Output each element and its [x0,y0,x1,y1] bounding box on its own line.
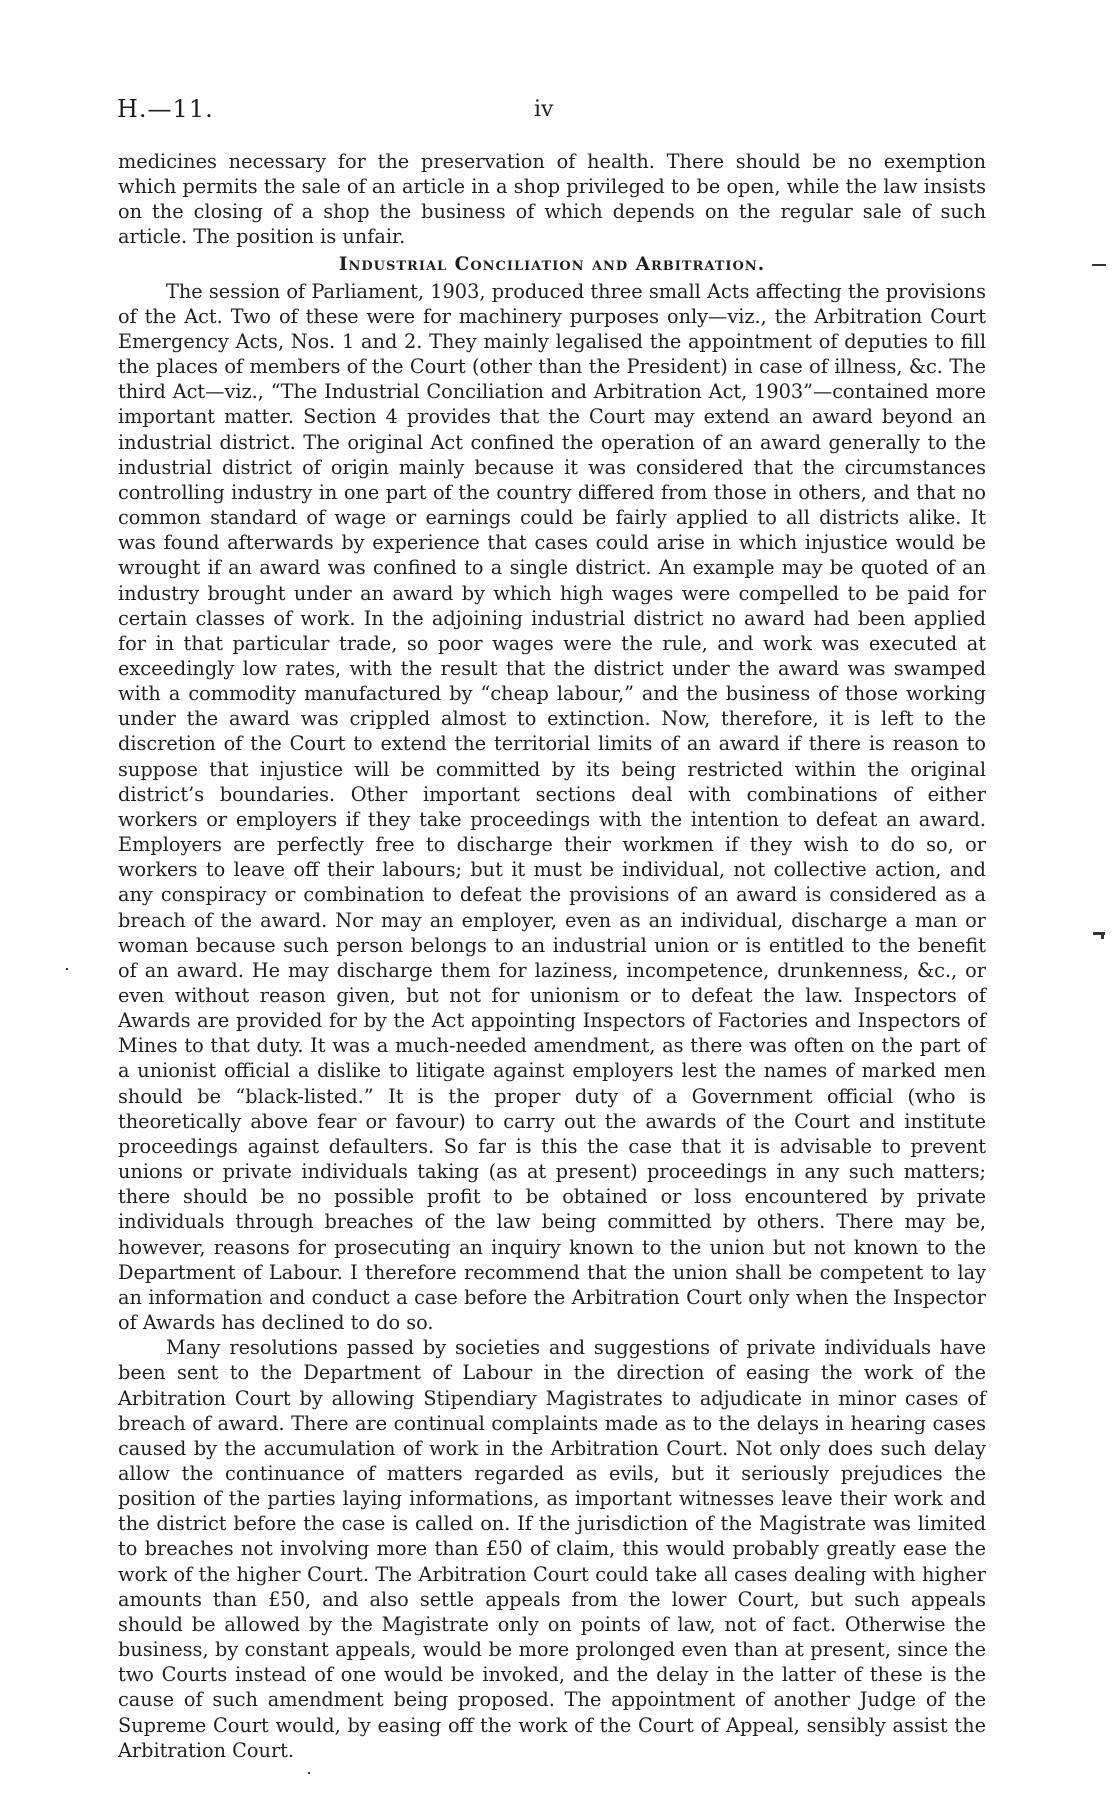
body-text [118,149,986,1763]
paragraph-continuation: medicines necessary for the preservation of health. There should be no exemption which permits the sale of an article in a shop privileged to be open, while the law insists on the closing of a shop the business of which depends on the regular sale of such article. The position is unfair. [118,150,986,249]
paragraph: Many resolutions passed by societies and suggestions of private individuals have been sent to the Department of Labour in the direction of easing the work of the Arbitration Court by allowing Stipendiary Magistrates to adjudicate in minor cases of breach of award. There are continual complaints made as to the delays in hearing cases caused by the accumulation of work in the Arbitration Court. Not only does such delay allow the continuance of matters regarded as evils, but it seriously prejudices the position of the parties laying informations, as important witnesses leave their work and the district before the case is called on. If the jurisdiction of the Magistrate was limited to breaches not involving more than £50 of claim, this would probably greatly ease the work of the higher Court. The Arbitration Court could take all cases dealing with higher amounts than £50, and also settle appeals from the lower Court, but such appeals should be allowed by the Magistrate only on points of law, not of fact. Otherwise the business, by constant appeals, would be more prolonged even than at present, since the two Courts instead of one would be invoked, and the delay in the latter of these is the cause of such amendment being proposed. The appointment of another Judge of the Supreme Court would, by easing off the work of the Court of Appeal, sensibly assist the Arbitration Court. [118,1336,986,1762]
margin-mark [66,968,68,970]
section-heading: Industrial Conciliation and Arbitration. [338,253,766,275]
margin-mark [1101,934,1104,939]
margin-mark [308,1772,310,1774]
document-reference: H.—11. [117,95,214,123]
margin-mark [1092,264,1106,266]
page-number: iv [534,97,554,122]
paragraph: The session of Parliament, 1903, produced three small Acts affecting the provisions of the Act. Two of these were for machinery purposes only—viz., the Arbitration Court Emergency Acts, Nos. 1 and 2. They mainly legalised the appointment of deputies to fill the places of members of the Court (other than the President) in case of illness, &c. The third Act—viz., “The Industrial Conciliation and Arbitration Act, 1903”—contained more important matter. Section 4 provides that the Court may extend an award beyond an industrial district. The original Act confined the operation of an award generally to the industrial district of origin mainly because it was considered that the circumstances controlling industry in one part of the country differed from those in others, and that no common standard of wage or earnings could be fairly applied to all districts alike. It was found afterwards by experience that cases could arise in which injustice would be wrought if an award was confined to a single district. An example may be quoted of an industry brought under an award by which high wages were compelled to be paid for certain classes of work. In the adjoining industrial district no award had been applied for in that particular trade, so poor wages were the rule, and work was executed at exceedingly low rates, with the result that the district under the award was swamped with a commodity manufactured by “cheap labour,” and the business of those working under the award was crippled almost to extinction. Now, therefore, it is left to the discretion of the Court to extend the territorial limits of an award if there is reason to suppose that injustice will be committed by its being restricted within the original district’s boundaries. Other important sections deal with combinations of either workers or employers if they take proceedings with the intention to defeat an award. Employers are perfectly free to discharge their workmen if they wish to do so, or workers to leave off their labours; but it must be individual, not collective action, and any conspiracy or combination to defeat the provisions of an award is considered as a breach of the award. Nor may an employer, even as an individual, discharge a man or woman because such person belongs to an industrial union or is entitled to the benefit of an award. He may discharge them for laziness, incompetence, drunkenness, &c., or even without reason given, but not for unionism or to defeat the law. Inspectors of Awards are provided for by the Act appointing Inspectors of Factories and Inspectors of Mines to that duty. It was a much-needed amendment, as there was often on the part of a unionist official a dislike to litigate against employers lest the names of marked men should be “black-listed.” It is the proper duty of a Government official (who is theoretically above fear or favour) to carry out the awards of the Court and institute proceedings against defaulters. So far is this the case that it is advisable to prevent unions or private individuals taking (as at present) proceedings in any such matters; there should be no possible profit to be obtained or loss encountered by private individuals through breaches of the law being committed by others. There may be, however, reasons for prosecuting an inquiry known to the union but not known to the Department of Labour. I therefore recommend that the union shall be competent to lay an information and conduct a case before the Arbitration Court only when the Inspector of Awards has declined to do so. [118,279,986,1335]
